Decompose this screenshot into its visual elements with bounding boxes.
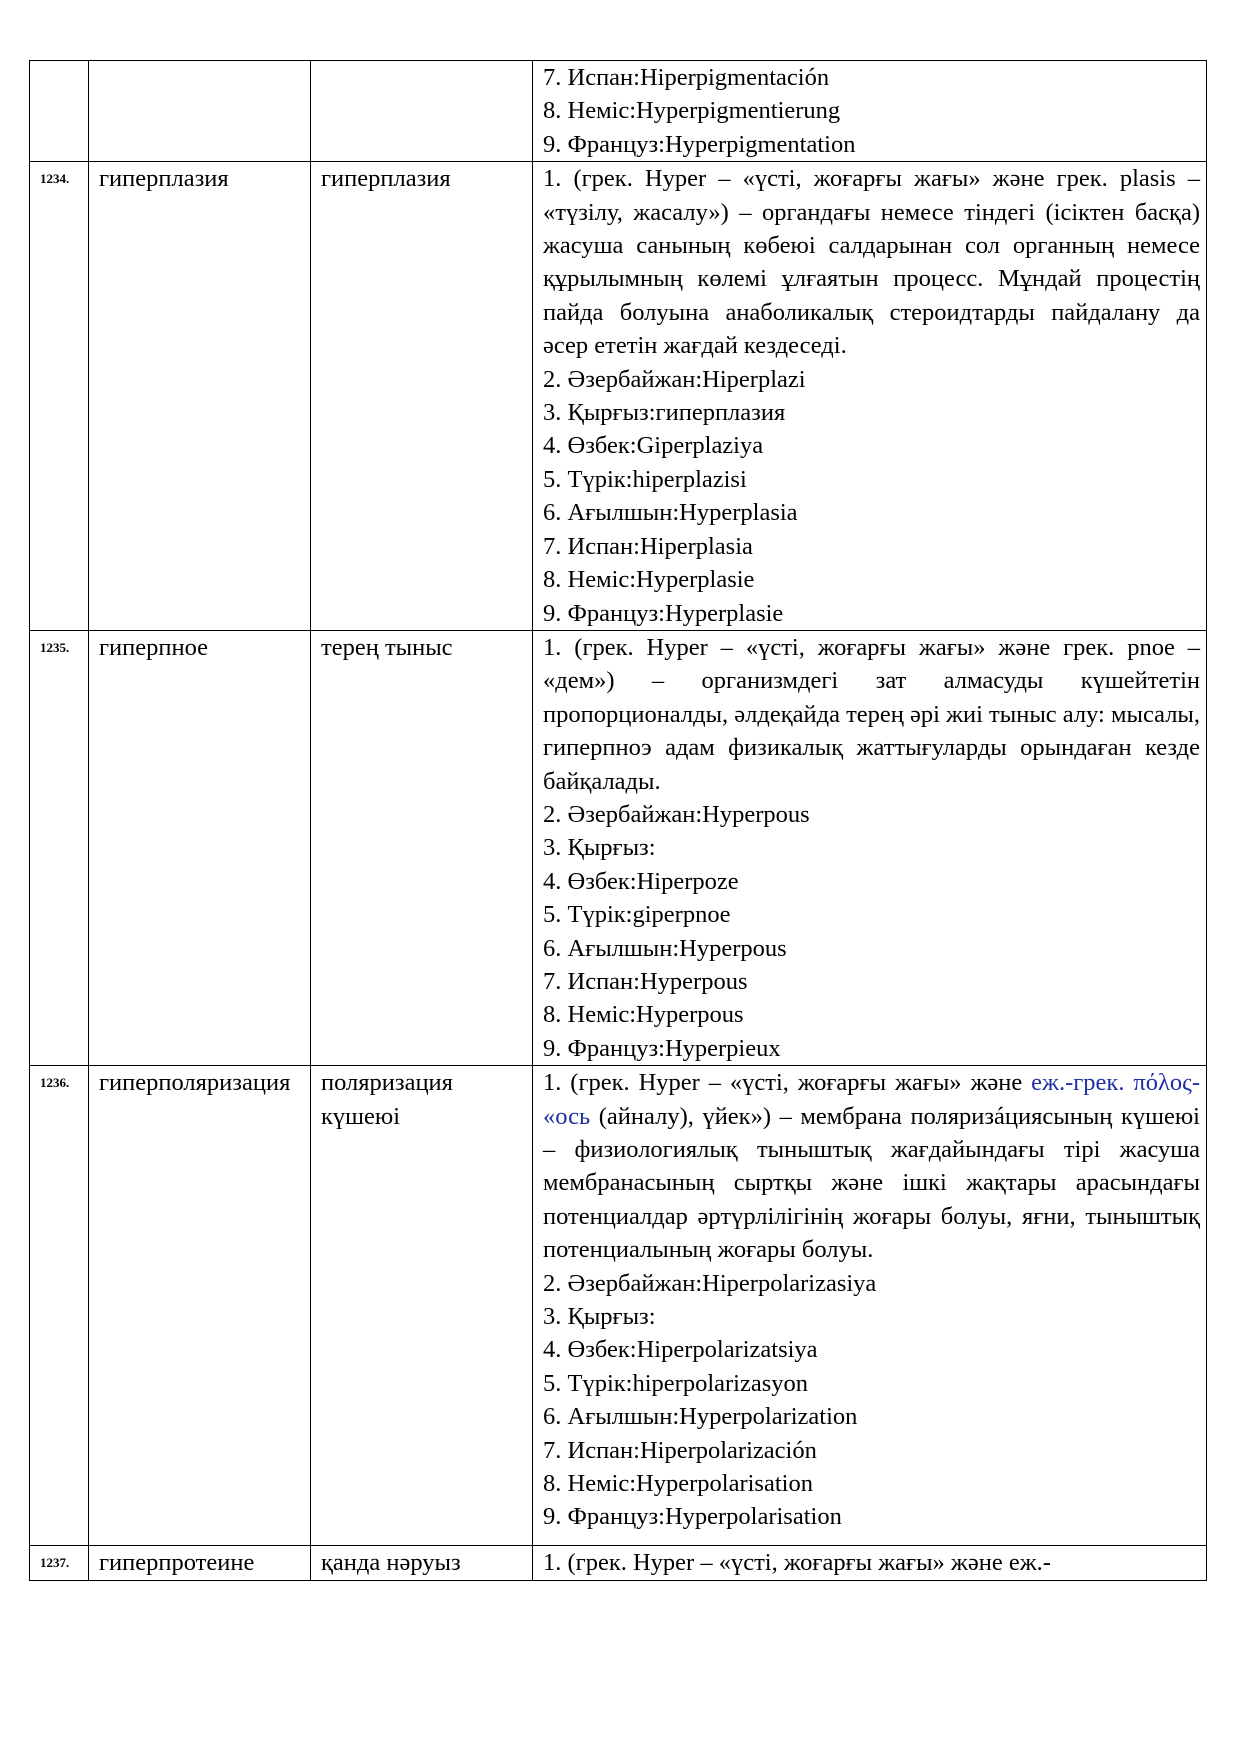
language-line: 2. Әзербайжан:Hiperplazi [543,365,806,393]
definition-start: 1. (грек. Hyper – «үсті, жоғарғы жағы» және [543,1069,1032,1097]
table-row [30,61,1207,162]
language-line: 7. Испан:Hyperpous [543,967,748,995]
dictionary-table [29,60,1207,1581]
language-line: 8. Неміс:Hyperpolarisation [543,1470,813,1498]
definition-text: 1. (грек. Hyper – «үсті, жоғарғы жағы» және грек. pnoe – «дем») – организмдегі зат алмасуды күшейтетін пропорционалды, әлдеқайда терең әрі жиі тыныс алу: мысалы, гиперпноэ адам физикалық жаттығуларды орындаған кезде байқалады. [543,633,1201,795]
term-text: гиперполяризация [99,1069,291,1097]
language-line: 9. Француз:Hyperplasie [543,599,784,627]
table-row [30,162,1207,631]
greek-origin-link[interactable]: еж.-грек. πόλος- [1031,1069,1200,1097]
term-cell [89,1066,311,1546]
language-line: 2. Әзербайжан:Hiperpolarizasiya [543,1269,877,1297]
definition-text [543,1066,1200,1266]
language-line: 4. Өзбек:Hiperpolarizatsiya [543,1336,818,1364]
term-cell: гиперпротеине [89,1546,311,1580]
term-cell: гиперплазия [89,162,311,631]
entry-number: 1236. [30,1066,89,1546]
definition-cell [533,162,1207,631]
kazakh-term-cell: поляризация күшеюі [311,1066,533,1546]
entry-number: 1235. [30,630,89,1065]
definition-cell [533,630,1207,1065]
language-line: 4. Өзбек:Giperplaziya [543,432,764,460]
entry-number: 1234. [30,162,89,631]
kazakh-term-cell [311,1546,533,1580]
term-cell [89,61,311,162]
language-line: 3. Қырғыз:гиперплазия [543,399,786,427]
kazakh-term-cell [311,61,533,162]
language-line: 4. Өзбек:Hiperpoze [543,867,739,895]
language-line: 5. Түрік:hiperpolarizasyon [543,1369,809,1397]
table-row [30,1546,1207,1580]
language-line: 3. Қырғыз: [543,834,656,862]
term-cell: гиперпное [89,630,311,1065]
language-line: 8. Неміс:Hyperplasie [543,566,755,594]
language-line: 7. Испан:Hiperpolarización [543,1436,817,1464]
kazakh-term-cell: гиперплазия [311,162,533,631]
language-line: 3. Қырғыз: [543,1303,656,1331]
language-line: 7. Испан:Hiperplasia [543,532,753,560]
language-line: 5. Түрік:hiperplazisi [543,465,747,493]
definition-cell [533,1546,1207,1580]
language-line: 9. Француз:Hyperpieux [543,1034,781,1062]
definition-rest: (айналу), үйек») – мембрана поляризáциясының күшеюі – физиологиялық тыныштық жағдайындағы тірі жасуша мембранасының сыртқы және ішкі жақтары арасындағы потенциалдар әртүрлілігінің жоғары болуы, яғни, тыныштық потенциалының жоғары болуы. [543,1102,1200,1264]
entry-number: 1237. [30,1546,89,1580]
language-line: 6. Ағылшын:Hyperpous [543,934,787,962]
language-line: 7. Испан:Hiperpigmentación [543,64,830,91]
definition-text: 1. (грек. Hyper – «үсті, жоғарғы жағы» және грек. plasis – «түзілу, жасалу») – органдағы немесе тіндегі (ісіктен басқа) жасуша санының көбеюі салдарынан сол органның немесе құрылымның көлемі ұлғаятын процесс. Мұндай процестің пайда болуына анаболикалық стероидтарды пайдалану да әсер ететін жағдай кездеседі. [543,165,1200,360]
kazakh-term-cell: терең тыныс [311,630,533,1065]
entry-number [30,61,89,162]
language-line: 6. Ағылшын:Hyperpolarization [543,1403,858,1431]
language-line: 9. Француз:Hyperpigmentation [543,130,856,158]
language-line: 2. Әзербайжан:Hyperpous [543,800,810,828]
table-row [30,630,1207,1065]
definition-cell [533,1066,1207,1546]
table-row [30,1066,1207,1546]
definition-cell [533,61,1207,162]
kazakh-term-text: қанда нәруыз [321,1549,461,1577]
language-line: 8. Неміс:Hyperpous [543,1001,744,1029]
language-line: 9. Француз:Hyperpolarisation [543,1503,842,1531]
definition-text: 1. (грек. Hyper – «үсті, жоғарғы жағы» және еж.- [543,1549,1051,1577]
language-line: 5. Түрік:giperpnoe [543,901,731,929]
language-line: 8. Неміс:Hyperpigmentierung [543,97,841,125]
language-line: 6. Ағылшын:Hyperplasia [543,499,798,527]
axis-link[interactable]: «ось [543,1102,591,1130]
